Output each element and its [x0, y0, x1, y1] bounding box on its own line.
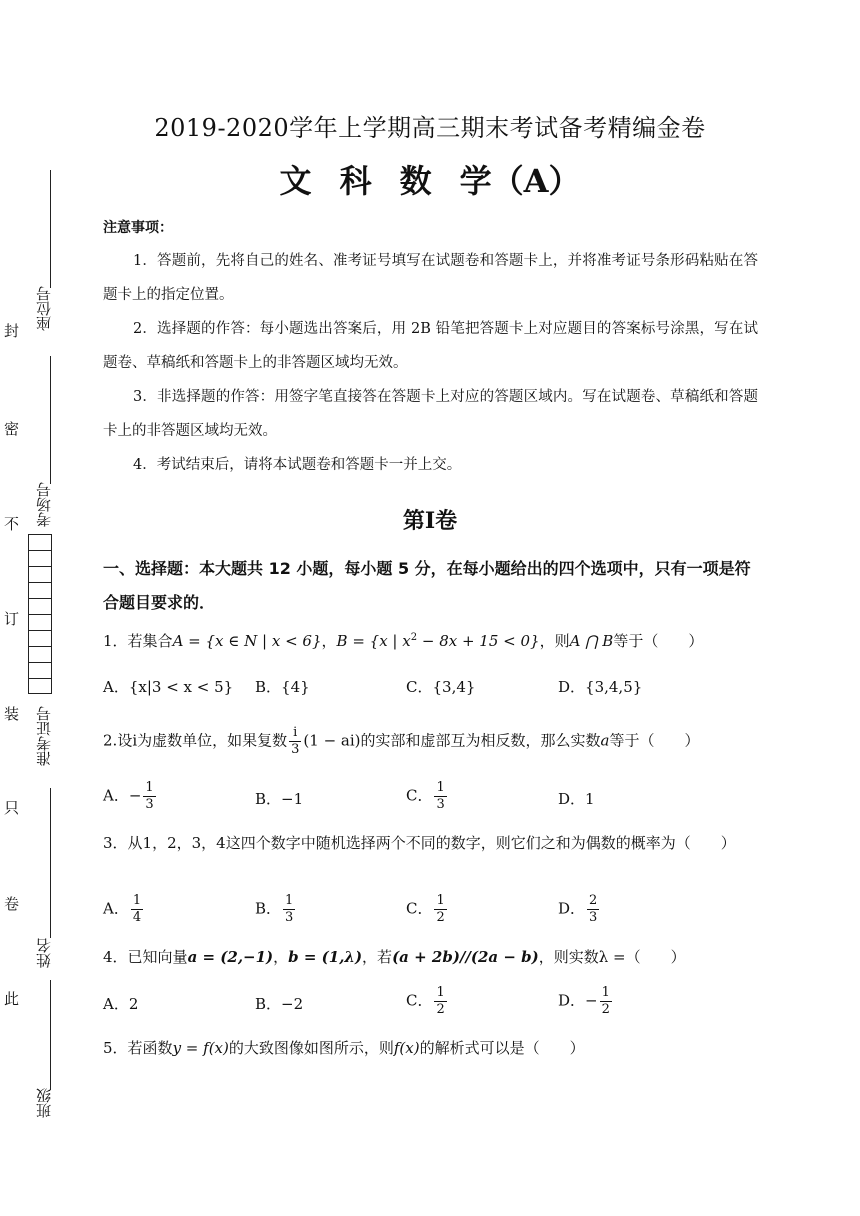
q4-option-d: D．− $\frac{1}{2}$	[558, 985, 610, 1017]
binding-label-name: 姓名	[35, 938, 53, 968]
binding-line-2	[50, 356, 51, 484]
q3-option-c: C． $\frac{1}{2}$	[406, 893, 445, 925]
section-title: 第Ⅰ卷	[402, 508, 458, 534]
binding-label-exam-id: 准考证号	[35, 706, 53, 766]
q1-option-d: D．{3,4,5}	[558, 678, 643, 696]
notice-item-1: 1．答题前，先将自己的姓名、准考证号填写在试题卷和答题卡上，并将准考证号条形码粘贴在答题卡上的指定位置。	[103, 253, 758, 303]
q1-option-c: C．{3,4}	[406, 678, 476, 696]
exam-title: 2019-2020学年上学期高三期末考试备考精编金卷	[154, 114, 706, 142]
seal-char-8: 此	[4, 990, 20, 1008]
q3-option-b: B． $\frac{1}{3}$	[255, 893, 294, 925]
q4-option-b: B．−2	[255, 995, 304, 1013]
notice-item-2: 2．选择题的作答：每小题选出答案后，用 2B 铅笔把答题卡上对应题目的答案标号涂黑，写在试题卷、草稿纸和答题卡上的非答题区域均无效。	[103, 321, 758, 371]
subject-char: 科	[339, 162, 400, 200]
q1-option-b: B．{4}	[255, 678, 310, 696]
notice-item-4: 4．考试结束后，请将本试题卷和答题卡一并上交。	[133, 457, 462, 473]
seal-char-7: 卷	[4, 895, 20, 913]
seal-char-2: 密	[4, 420, 20, 438]
question-1: 1．若集合A = {x ∈ N | x < 6}，B = {x | $x^2 - 8x + 15 < 0$}，则A ⋂ B等于（ ）	[103, 632, 704, 650]
subject-char: 学	[459, 162, 492, 200]
q1-option-a: A．{x|3 < x < 5}	[103, 678, 234, 696]
q4-option-c: C． $\frac{1}{2}$	[406, 985, 445, 1017]
seal-char-6: 只	[4, 799, 20, 817]
binding-line-3	[50, 788, 51, 938]
binding-line-4	[50, 980, 51, 1090]
seal-char-3: 不	[4, 515, 20, 533]
notice-heading: 注意事项：	[103, 220, 173, 236]
seal-char-4: 订	[4, 610, 20, 628]
seal-char-1: 封	[4, 322, 20, 340]
notice-item-3: 3．非选择题的作答：用签字笔直接答在答题卡上对应的答题区域内。写在试题卷、草稿纸和答题卡上的非答题区域均无效。	[103, 389, 758, 439]
subject-version: （A）	[491, 162, 581, 200]
q4-option-a: A．2	[103, 995, 139, 1013]
subject-char: 文	[279, 162, 340, 200]
q3-option-a: A． $\frac{1}{4}$	[103, 893, 142, 925]
q2-option-b: B．−1	[255, 790, 304, 808]
q3-option-d: D． $\frac{2}{3}$	[558, 893, 598, 925]
q2-option-c: C． $\frac{1}{3}$	[406, 780, 445, 812]
binding-label-class: 班级	[35, 1088, 53, 1118]
question-3: 3．从1，2，3，4这四个数字中随机选择两个不同的数字，则它们之和为偶数的概率为（ ）	[103, 834, 736, 852]
question-5: 5．若函数y = f(x)的大致图像如图所示，则f(x)的解析式可以是（ ）	[103, 1039, 585, 1057]
exam-subject	[0, 156, 860, 202]
part-one-instructions: 一、选择题：本大题共 12 小题，每小题 5 分，在每小题给出的四个选项中，只有一项是符合题目要求的．	[103, 559, 751, 612]
subject-char: 数	[399, 162, 460, 200]
q2-option-a: A．− $\frac{1}{3}$	[103, 780, 154, 812]
q2-option-d: D．1	[558, 790, 595, 808]
seal-char-5: 装	[4, 705, 20, 723]
question-4: 4．已知向量a = (2,−1)，b = (1,λ)，若(a + 2b)//(2a − b)，则实数λ =（ ）	[103, 948, 686, 966]
binding-label-room: 考场号	[35, 482, 53, 527]
id-number-grid	[28, 534, 52, 694]
question-2: 2.设i为虚数单位，如果复数 $\frac{i}{3}$ (1 − ai)的实部和虚部互为相反数，那么实数a等于（ ）	[103, 725, 700, 757]
binding-label-seat: 座位号	[35, 286, 53, 331]
